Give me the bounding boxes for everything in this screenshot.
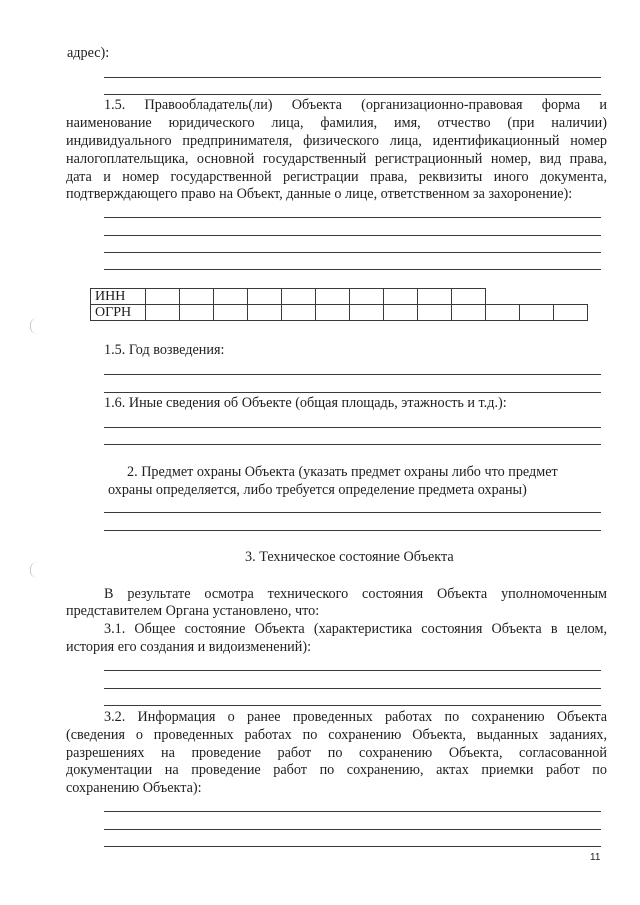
scan-mark [30,318,37,334]
fill-line[interactable] [104,530,601,531]
ogrn-cell[interactable] [180,305,214,321]
inn-ogrn-table [90,288,588,321]
ogrn-cell[interactable] [486,305,520,321]
fill-line[interactable] [104,94,601,95]
fill-line[interactable] [104,811,601,812]
inn-cell[interactable] [452,289,486,305]
ogrn-cell[interactable] [248,305,282,321]
page-number: 11 [590,852,601,863]
fill-line[interactable] [104,688,601,689]
ogrn-row [91,305,588,321]
year-label: 1.5. Год возведения: [104,342,225,358]
fill-line[interactable] [104,235,601,236]
ogrn-cell[interactable] [452,305,486,321]
fill-line[interactable] [104,705,601,706]
fill-line[interactable] [104,392,601,393]
inn-cell[interactable] [418,289,452,305]
fill-line[interactable] [104,829,601,830]
inn-cell[interactable] [146,289,180,305]
fill-line[interactable] [104,374,601,375]
fill-line[interactable] [104,670,601,671]
ogrn-cell[interactable] [146,305,180,321]
inn-cell[interactable] [282,289,316,305]
inn-cell[interactable] [248,289,282,305]
inn-row [91,289,588,305]
fill-line[interactable] [104,252,601,253]
fill-line[interactable] [104,512,601,513]
fill-line[interactable] [104,77,601,78]
fill-line[interactable] [104,444,601,445]
ogrn-cell[interactable] [350,305,384,321]
fill-line[interactable] [104,217,601,218]
fill-line[interactable] [104,269,601,270]
inn-cell[interactable] [316,289,350,305]
ogrn-cell[interactable] [282,305,316,321]
ogrn-cell[interactable] [214,305,248,321]
inn-cell[interactable] [180,289,214,305]
fill-line[interactable] [104,427,601,428]
ogrn-cell[interactable] [316,305,350,321]
inn-cell[interactable] [214,289,248,305]
ogrn-cell[interactable] [520,305,554,321]
ogrn-cell[interactable] [418,305,452,321]
address-label: адрес): [67,45,110,61]
ogrn-cell[interactable] [554,305,588,321]
scan-mark [30,562,37,578]
fill-line[interactable] [104,846,601,847]
ogrn-cell[interactable] [384,305,418,321]
inn-label: ИНН [91,289,146,305]
inn-cell[interactable] [384,289,418,305]
section3-title: 3. Техническое состояние Объекта [245,549,454,565]
other-info-label: 1.6. Иные сведения об Объекте (общая площадь, этажность и т.д.): [104,395,507,411]
inn-cell[interactable] [350,289,384,305]
ogrn-label: ОГРН [91,305,146,321]
